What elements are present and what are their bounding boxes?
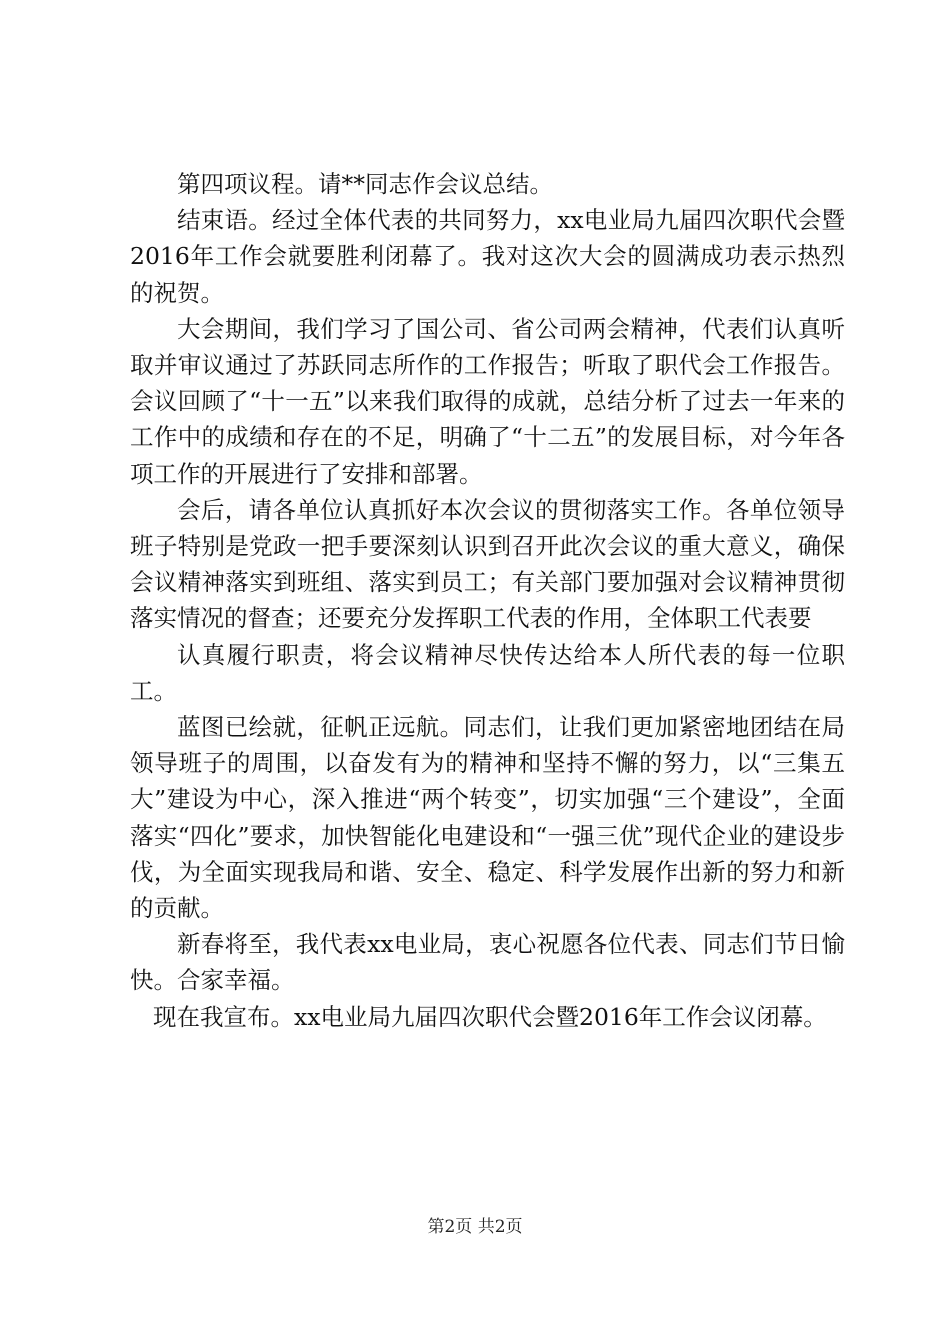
paragraph-meeting-summary: 大会期间，我们学习了国公司、省公司两会精神，代表们认真听取并审议通过了苏跃同志所作的工作报告；听取了职代会工作报告。会议回顾了“十一五”以来我们取得的成就，总结分析了过去一年来的工作中的成绩和存在的不足，明确了“十二五”的发展目标，对今年各项工作的开展进行了安排和部署。	[130, 314, 845, 488]
document-body	[130, 166, 845, 1035]
paragraph-duties: 认真履行职责，将会议精神尽快传达给本人所代表的每一位职工。	[130, 640, 845, 705]
paragraph-blueprint: 蓝图已绘就，征帆正远航。同志们，让我们更加紧密地团结在局领导班子的周围，以奋发有为的精神和坚持不懈的努力，以“三集五大”建设为中心，深入推进“两个转变”，切实加强“三个建设”，全面落实“四化”要求，加快智能化电建设和“一强三优”现代企业的建设步伐，为全面实现我局和谐、安全、稳定、科学发展作出新的努力和新的贡献。	[130, 713, 845, 923]
paragraph-new-year-wishes: 新春将至，我代表xx电业局，衷心祝愿各位代表、同志们节日愉快。合家幸福。	[130, 930, 845, 995]
page-number-footer: 第2页 共2页	[427, 1217, 523, 1237]
paragraph-agenda-item-4: 第四项议程。请**同志作会议总结。	[177, 170, 553, 198]
paragraph-implementation: 会后，请各单位认真抓好本次会议的贯彻落实工作。各单位领导班子特别是党政一把手要深刻认识到召开此次会议的重大意义，确保会议精神落实到班组、落实到员工；有关部门要加强对会议精神贯彻落实情况的督查；还要充分发挥职工代表的作用，全体职工代表要	[130, 495, 845, 633]
paragraph-closing-remarks: 结束语。经过全体代表的共同努力，xx电业局九届四次职代会暨2016年工作会就要胜利闭幕了。我对这次大会的圆满成功表示热烈的祝贺。	[130, 206, 845, 307]
paragraph-closing-announcement: 现在我宣布。xx电业局九届四次职代会暨2016年工作会议闭幕。	[153, 1002, 827, 1031]
